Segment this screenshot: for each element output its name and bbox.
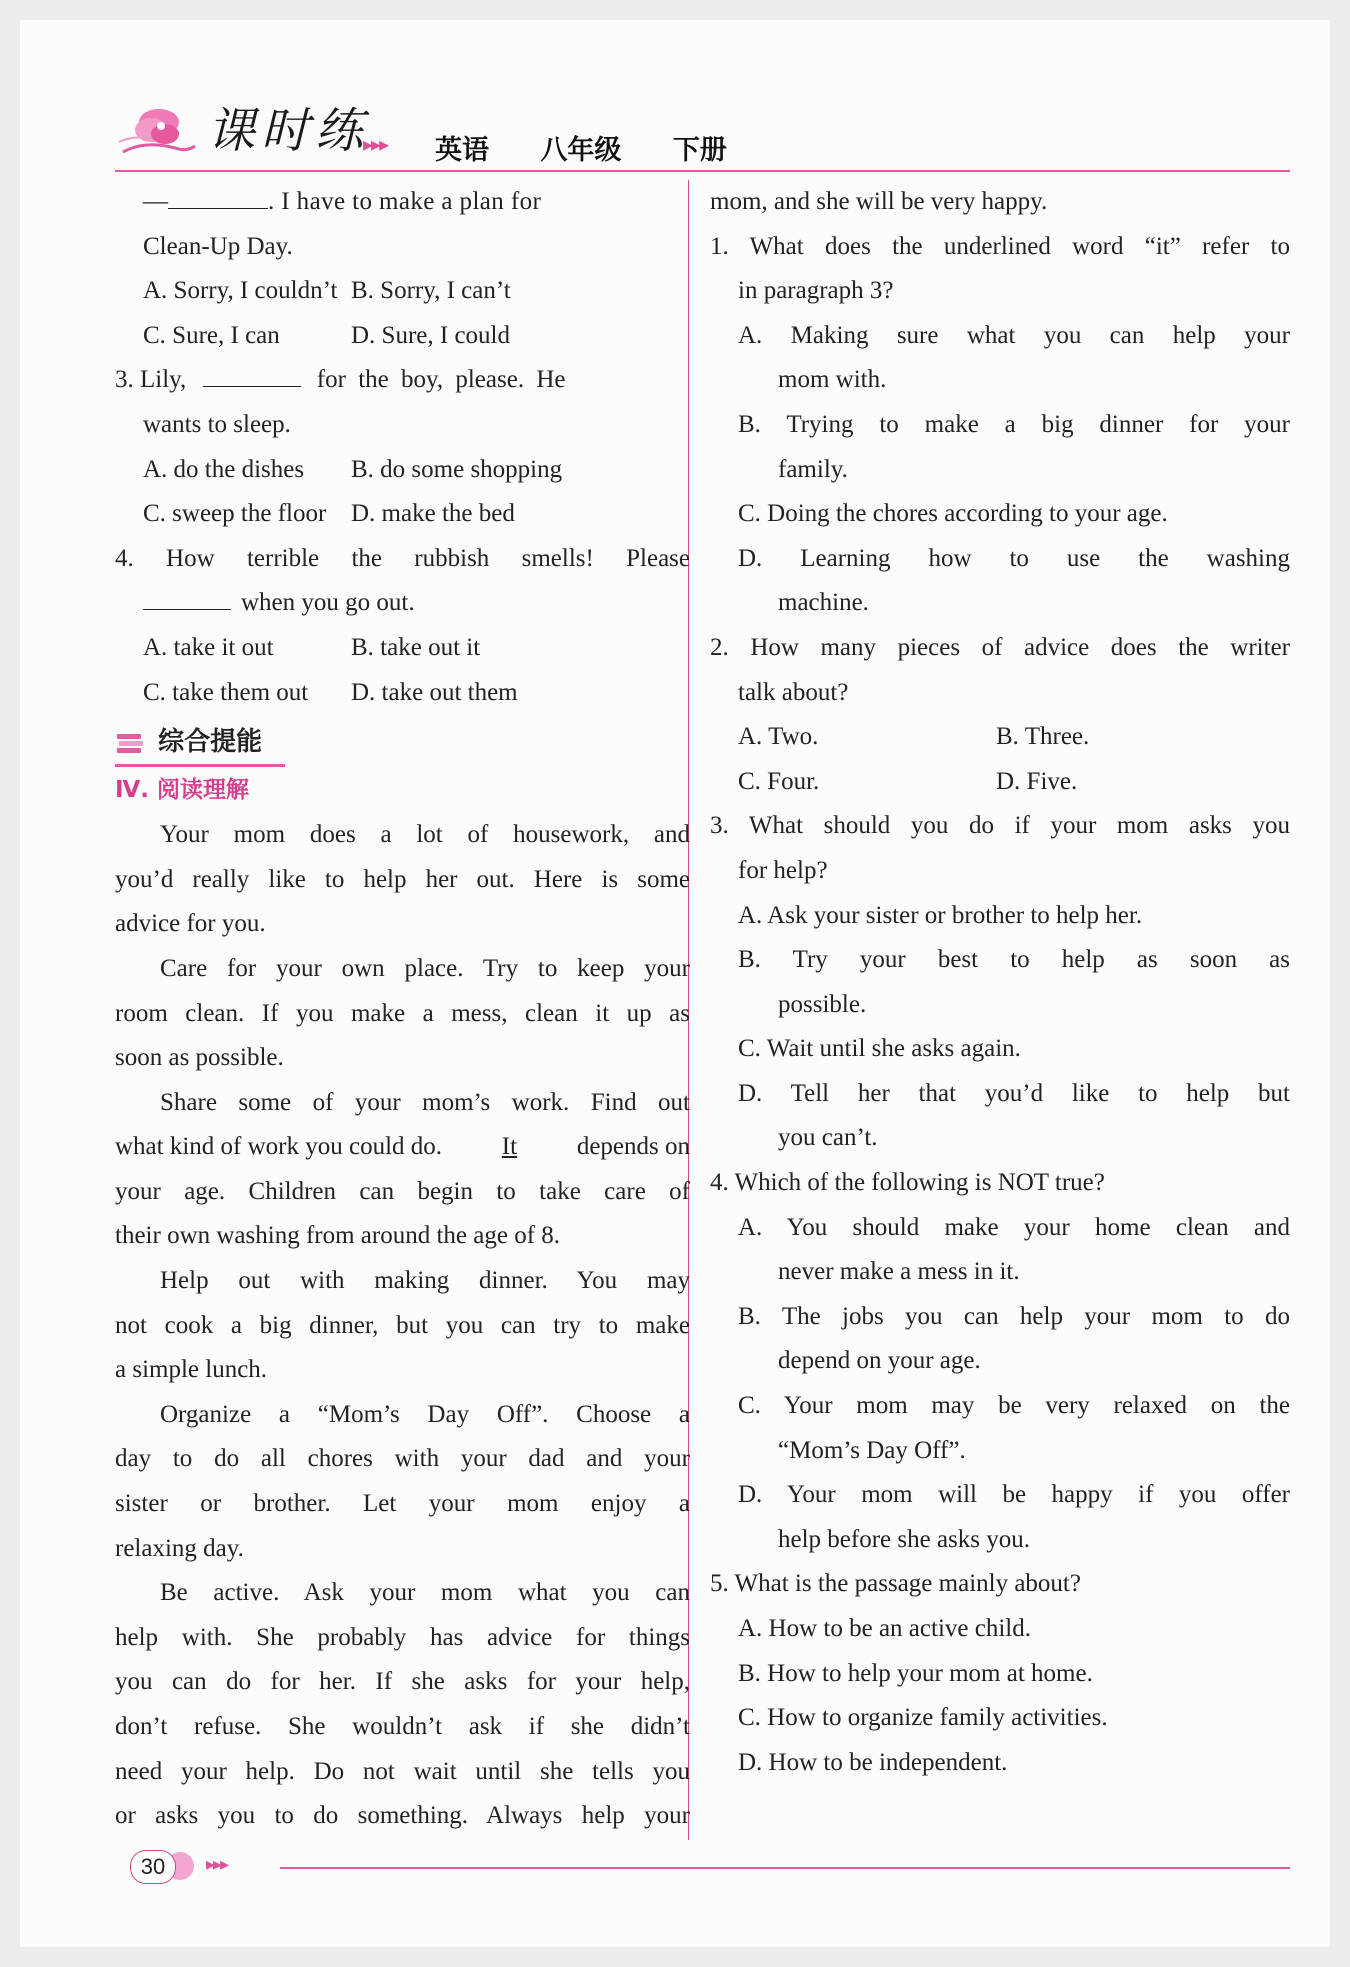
question-stem: 3. What should you do if your mom asks you	[710, 812, 1290, 840]
question-stem: in paragraph 3?	[738, 277, 894, 305]
option-cont: “Mom’s Day Off”.	[778, 1436, 966, 1464]
passage-line: Your mom does a lot of housework, and	[160, 821, 690, 849]
subject-label: 英语	[435, 135, 489, 166]
right-column	[710, 180, 1290, 1785]
option: A. You should make your home clean and	[738, 1213, 1290, 1241]
option: A. do the dishes	[143, 455, 305, 483]
passage-line: help with. She probably has advice for things	[115, 1623, 690, 1651]
passage-line: Be active. Ask your mom what you can	[160, 1579, 690, 1607]
option-cont: depend on your age.	[778, 1347, 981, 1375]
passage-line: a simple lunch.	[115, 1356, 268, 1384]
question-stem: 2. How many pieces of advice does the writer	[710, 633, 1290, 661]
option-cont: machine.	[778, 589, 869, 617]
question-stem: talk about?	[738, 678, 849, 706]
passage-line: Help out with making dinner. You may	[160, 1267, 690, 1295]
option: C. Sure, I can	[143, 321, 280, 349]
passage-line: relaxing day.	[115, 1534, 244, 1562]
question-stem: 4. Which of the following is NOT true?	[710, 1169, 1105, 1197]
q2-options-row1	[115, 269, 690, 314]
passage-line: Share some of your mom’s work. Find out	[160, 1088, 690, 1116]
passage-line: you’d really like to help her out. Here is some	[115, 865, 690, 893]
option: B. The jobs you can help your mom to do	[738, 1302, 1290, 1330]
option: A. Making sure what you can help your	[738, 321, 1290, 349]
footer-rule	[280, 1867, 1290, 1869]
option: D. Tell her that you’d like to help but	[738, 1079, 1290, 1107]
option-cont: family.	[778, 455, 848, 483]
passage-line: their own washing from around the age of 8.	[115, 1222, 561, 1250]
passage-line: mom, and she will be very happy.	[710, 188, 1048, 215]
footer-arrows-icon: ▸▸▸	[206, 1854, 228, 1874]
passage-line: Organize a “Mom’s Day Off”. Choose a	[160, 1400, 690, 1428]
passage-line: day to do all chores with your dad and your	[115, 1445, 690, 1473]
option: D. How to be independent.	[738, 1748, 1008, 1776]
option: B. How to help your mom at home.	[738, 1659, 1093, 1687]
option: D. Five.	[996, 767, 1078, 795]
q2-options-row2	[115, 314, 690, 359]
option: A. Two.	[738, 723, 819, 751]
answer-blank	[168, 180, 268, 209]
q2-line1: — . I have to make a plan for	[115, 180, 690, 225]
header-rule	[115, 170, 1290, 172]
option: A. Ask your sister or brother to help her.	[738, 901, 1143, 929]
left-column	[115, 180, 690, 1839]
passage-line: or asks you to do something. Always help your	[115, 1802, 690, 1830]
reading-title: Ⅳ. 阅读理解	[115, 777, 250, 804]
option: D. Learning how to use the washing	[738, 544, 1290, 572]
option: D. make the bed	[351, 500, 515, 528]
passage	[115, 813, 690, 1839]
passage-line: advice for you.	[115, 910, 266, 938]
option: D. Sure, I could	[351, 321, 510, 349]
q4-options-row1	[115, 626, 690, 671]
option-cont: mom with.	[778, 366, 887, 394]
passage-line: Care for your own place. Try to keep your	[160, 954, 690, 982]
page-number: 30	[130, 1850, 176, 1884]
passage-line: your age. Children can begin to take care of	[115, 1177, 690, 1205]
volume-label: 下册	[672, 135, 727, 166]
answer-blank	[143, 581, 231, 610]
page-footer	[130, 1848, 1290, 1888]
passage-line: don’t refuse. She wouldn’t ask if she didn’t	[115, 1713, 690, 1740]
passage-line: sister or brother. Let your mom enjoy a	[115, 1490, 690, 1518]
passage-line: need your help. Do not wait until she tells you	[115, 1757, 690, 1785]
passage-line: room clean. If you make a mess, clean it up as	[115, 999, 690, 1027]
option: A. take it out	[143, 633, 274, 661]
option: C. take them out	[143, 678, 309, 706]
q3-line1: 3. Lily, for the boy, please. He	[115, 358, 690, 403]
option-cont: you can’t.	[778, 1124, 878, 1152]
question-stem: 1. What does the underlined word “it” refer to	[710, 232, 1290, 260]
q-options-row	[710, 760, 1290, 805]
option: C. sweep the floor	[143, 500, 327, 528]
header-subject	[435, 128, 751, 167]
option: B. Sorry, I can’t	[351, 277, 511, 305]
option: C. Four.	[738, 767, 820, 795]
underlined-word: It	[501, 1133, 518, 1161]
option: B. Trying to make a big dinner for your	[738, 410, 1290, 438]
answer-blank	[203, 358, 301, 387]
q3-options-row2	[115, 492, 690, 537]
option-cont: help before she asks you.	[778, 1525, 1031, 1553]
q3-line2: wants to sleep.	[143, 410, 291, 438]
q-options-row	[710, 715, 1290, 760]
section-underline	[115, 764, 285, 767]
option: C. Wait until she asks again.	[738, 1035, 1021, 1063]
q4-options-row2	[115, 671, 690, 716]
question-stem: for help?	[738, 856, 828, 884]
passage-line: soon as possible.	[115, 1044, 284, 1072]
section-title: 综合提能	[158, 727, 263, 758]
option: C. Your mom may be very relaxed on the	[738, 1392, 1290, 1420]
option: A. Sorry, I couldn’t	[143, 277, 338, 305]
page-header	[115, 90, 1290, 180]
q3-options-row1	[115, 448, 690, 493]
books-icon	[115, 731, 145, 755]
option: D. Your mom will be happy if you offer	[738, 1481, 1290, 1509]
option: A. How to be an active child.	[738, 1615, 1031, 1642]
option-cont: never make a mess in it.	[778, 1258, 1020, 1286]
passage-line: what kind of work you could do. It depends on	[115, 1125, 690, 1170]
q2-line2: Clean-Up Day.	[143, 232, 293, 260]
option: B. Three.	[996, 723, 1090, 751]
section-heading	[115, 719, 690, 767]
question-stem: 5. What is the passage mainly about?	[710, 1570, 1081, 1598]
option: C. How to organize family activities.	[738, 1704, 1108, 1732]
option-cont: possible.	[778, 990, 867, 1018]
page	[20, 20, 1330, 1947]
passage-line: not cook a big dinner, but you can try to make	[115, 1311, 690, 1339]
q4-line1: 4. How terrible the rubbish smells! Please	[115, 544, 690, 572]
option: B. do some shopping	[351, 455, 563, 483]
header-arrows-icon: ▸▸▸	[363, 134, 388, 156]
option: C. Doing the chores according to your age.	[738, 500, 1168, 528]
grade-label: 八年级	[540, 135, 622, 166]
pink-flower-logo-icon	[115, 100, 200, 160]
passage-line: you can do for her. If she asks for your help,	[115, 1668, 690, 1696]
option: B. Try your best to help as soon as	[738, 946, 1290, 974]
option: B. take out it	[351, 633, 481, 661]
option: D. take out them	[351, 678, 518, 706]
q4-line2: when you go out.	[115, 581, 690, 626]
book-title: 课时练	[207, 103, 370, 159]
